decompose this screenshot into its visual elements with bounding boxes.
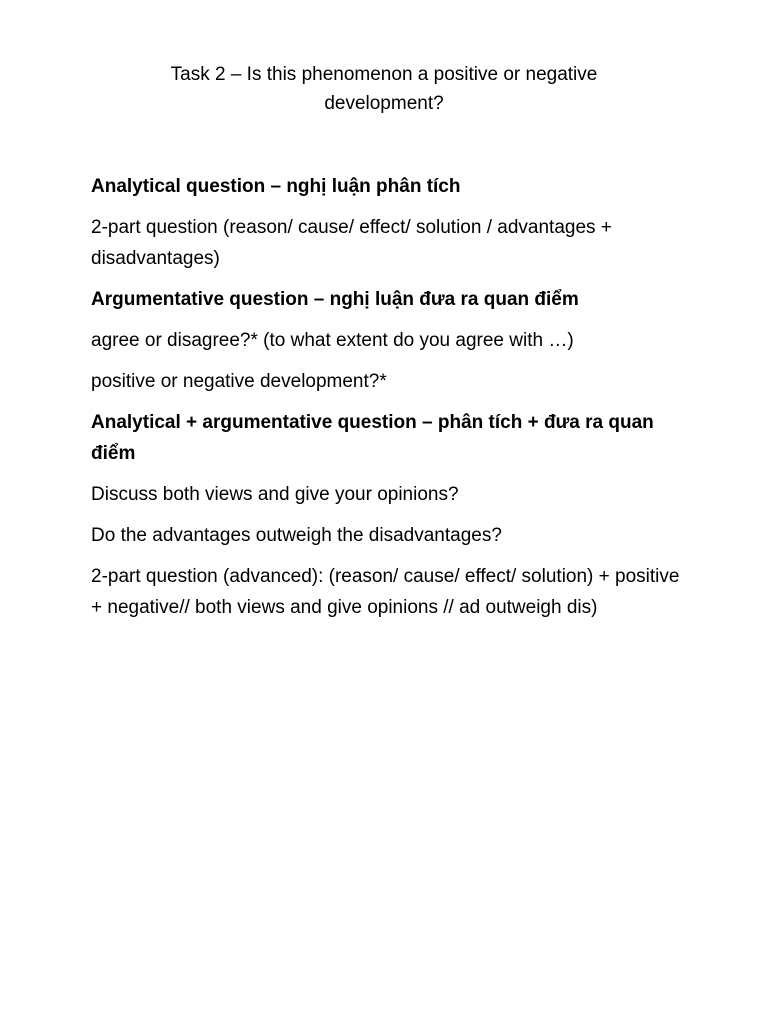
text-agree-disagree: agree or disagree?* (to what extent do you agree with …) xyxy=(91,330,574,351)
text-advantages-outweigh: Do the advantages outweigh the disadvantages? xyxy=(91,525,502,546)
heading-argumentative-question: Argumentative question – nghị luận đưa ra quan điểm xyxy=(91,289,579,310)
document-body xyxy=(91,171,691,633)
text-two-part-question: 2-part question (reason/ cause/ effect/ solution / advantages + disadvantages) xyxy=(91,217,612,269)
text-discuss-both-views: Discuss both views and give your opinions? xyxy=(91,484,459,505)
heading-analytical-question: Analytical question – nghị luận phân tích xyxy=(91,176,461,197)
text-positive-negative: positive or negative development?* xyxy=(91,371,387,392)
heading-analytical-argumentative: Analytical + argumentative question – phân tích + đưa ra quan điểm xyxy=(91,412,654,464)
document-title: Task 2 – Is this phenomenon a positive or negative development? xyxy=(170,64,598,114)
text-two-part-advanced: 2-part question (advanced): (reason/ cause/ effect/ solution) + positive + negative// both views and give opinions // ad outweigh dis) xyxy=(91,566,680,618)
